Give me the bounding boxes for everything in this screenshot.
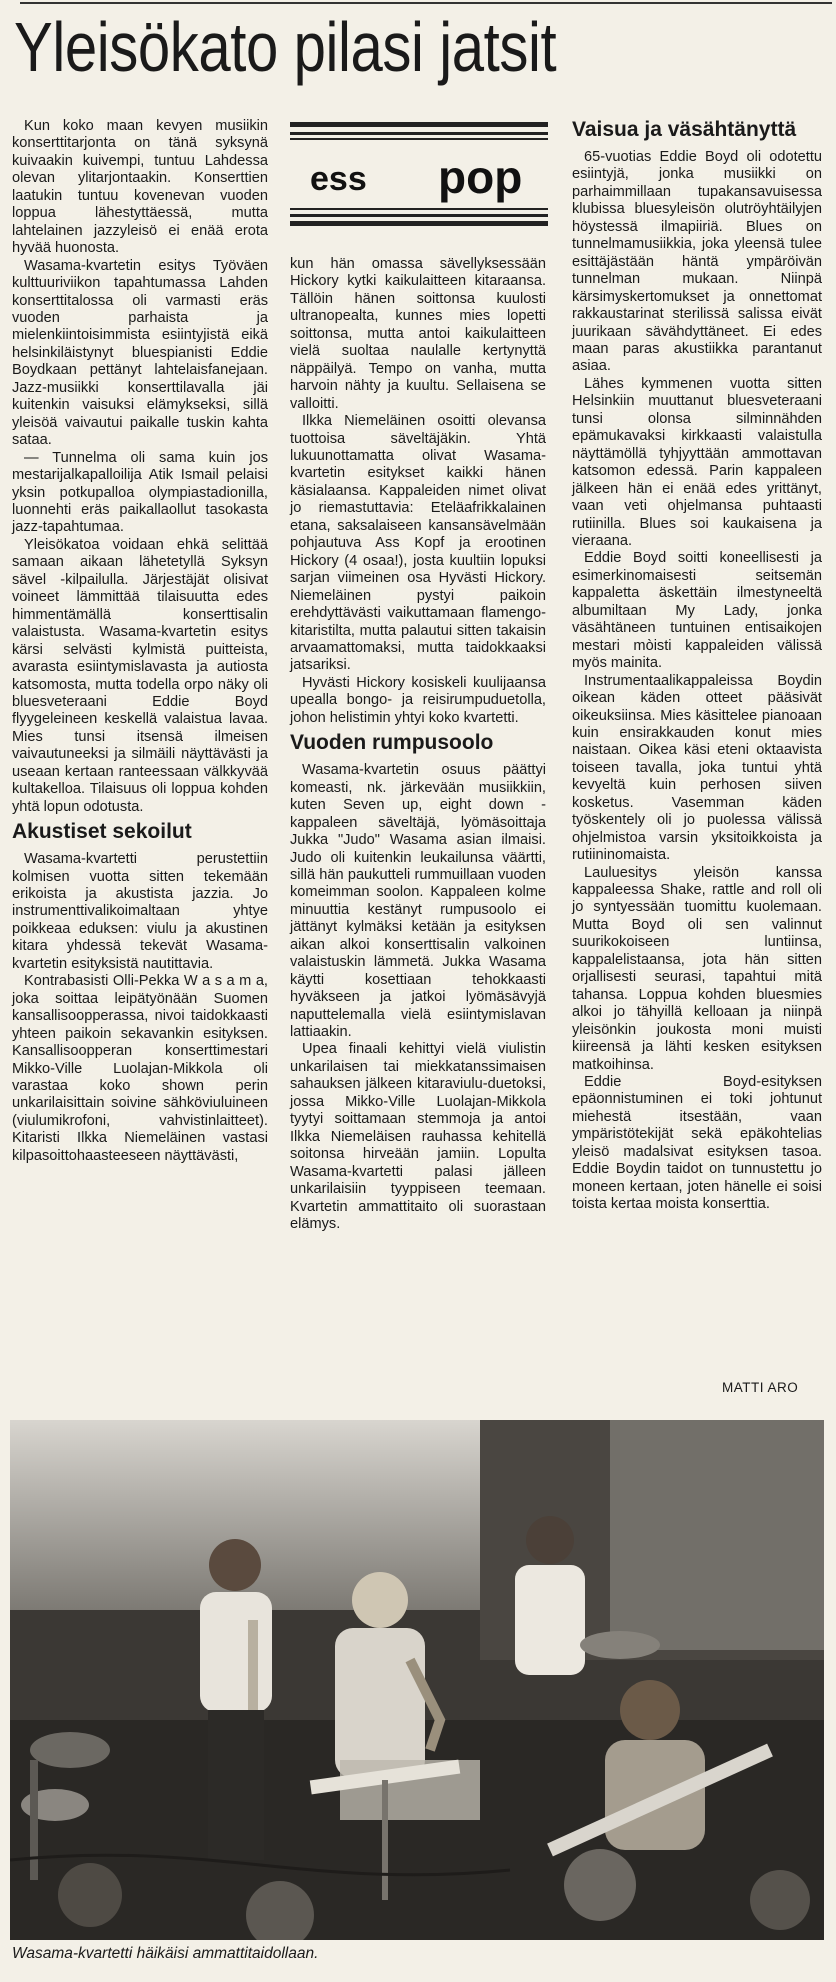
column-3: [572, 118, 822, 1214]
column-2: [290, 256, 546, 1233]
paragraph: kun hän omassa sävellyksessään Hickory kytki kaikulaitteen kitaraansa. Tällöin hänen soittonsa kuulosti ultranopealta, kunnes mies lopetti soittonsa, mutta antoi kaikulaitteen vielä suoltaa naulalle kertynyttä näppäilyä. Tempo on vanha, mutta harvoin nähty ja kuultu. Sellaisena se valloitti.: [290, 256, 546, 412]
subheading: Akustiset sekoilut: [12, 820, 192, 844]
paragraph: Lauluesitys yleisön kanssa kappaleessa Shake, rattle and roll oli jo syntyessään tuomittu kuolemaan. Mutta Boyd oli sen valinnut suurikokoiseen luntiinsa, kappalelistaansa, jota hän sitten orjallisesti seurasi, tapahtui mitä tahansa. Loppua kohden bluesmies alkoi jo tähyillä kelloaan ja niinpä yleisönkin joukosta moni muisti kiireensä ja lähti kesken esityksen matkoihinsa.: [572, 864, 822, 1073]
top-rule: [20, 2, 832, 4]
column-1: [12, 118, 268, 1165]
logo-left-word: ess: [310, 160, 367, 198]
logo-right-word: pop: [438, 151, 523, 203]
paragraph: Eddie Boyd-esityksen epäonnistuminen ei toki johtunut miehestä itsestään, vaan ympäristötekijät sekä epäkohtelias yleisö madalsivat esityksen tasoa. Eddie Boydin taidot on tunnustettu jo moneen kertaan, joten hänelle ei soisi toista kertaa moista konserttia.: [572, 1074, 822, 1213]
paragraph: 65-vuotias Eddie Boyd oli odotettu esiintyjä, jonka musiikki on parhaimmillaan tupakansavuisessa klubissa bluesyleisön olutröyhtäilyjen höystessä ilmapiiriä. Blues on tunnelmamusiikkia, joka yleensä tulee esittäjästään häntä ympäröivän tunnelman mukaan. Niinpä kärsimyskertomukset ja onnettomat rakkaustarinat sterilissä salissa eivät juurikaan sävähdyttäneet. Ei edes maan paras akustiikka parantanut asiaa.: [572, 149, 822, 375]
paragraph: Ilkka Niemeläinen osoitti olevansa tuottoisa säveltäjäkin. Yhtä lukuunottamatta olivat Wasama-kvartetin esitykset kaikki hänen käsialaansa. Kappaleiden nimet olivat jo riemastuttavia: Eteläafrikkalainen etana, saksalaiseen kansansävelmään pohjautuva Ass Kopf ja erootinen Hickory (4 osaa!), josta kuultiin lopuksi sarjan viimeinen osa Hyvästi Hickory. Niemeläinen pystyi paikoin erehdyttävästi vaikuttamaan flamengo-kitaristilta, mutta palautui sitten takaisin arvaamattomaksi, mutta taidokkaaksi jatsariksi.: [290, 413, 546, 674]
paragraph: Lähes kymmenen vuotta sitten Helsinkiin muuttanut bluesveteraani tunsi olonsa silminnähden epämukavaksi kirkkaasti valaistulla näyttämöllä tyhjyyttään ammottavan katsomon edessä. Parin kappaleen jälkeen hän ei enää edes yrittänyt, vaan veti ohjelmansa puhtaasti rutiinilla. Blues soi kaukaisena ja vieraana.: [572, 375, 822, 549]
jazz-pop-logo: [290, 122, 548, 228]
paragraph: Instrumentaalikappaleissa Boydin oikean käden otteet pääsivät oikeuksiinsa. Mies käsittelee pianoaan kuin ensirakkauden konut mies naistaan. Oikea käsi eteni oktaavista toiseen tavalla, joka tuntui yhtä kevyeltä kuin perhosen siiven kosketus. Vasemman käden työskentely oli jo puolessa välissä ohjelmistoa varsin yksitoikkoista ja rutiininomaista.: [572, 672, 822, 864]
photo-caption: Wasama-kvartetti häikäisi ammattitaidollaan.: [12, 1945, 319, 1962]
paragraph: Hyvästi Hickory kosiskeli kuulijaansa upealla bongo- ja reisirumpuduetolla, johon helistimin yhtyi koko kvartetti.: [290, 674, 546, 726]
paragraph: Yleisökatoa voidaan ehkä selittää samaan aikaan lähetetyllä Syksyn sävel -kilpailulla. Järjestäjät olisivat voineet lämmittää tilaisuutta edes himmentämällä konserttisalin valaistusta. Wasama-kvartetin esitys kärsi selvästi kylmistä puitteista, avarasta esiintymislavasta ja autiosta katsomosta, mutta todella orpo näky oli bluesveteraani Eddie Boyd flyygeleineen keskellä valaistua lavaa. Mies tunsi itsensä ilmeisen vaivautuneeksi ja silmäili näyttävästi ja useaan kertaan ranteessaan välkkyvää kultakelloa. Tilaisuus oli loppua kohden yhtä lopun odotusta.: [12, 536, 268, 815]
paragraph: Wasama-kvartetti perustettiin kolmisen vuotta sitten tekemään erikoista ja akustista jazzia. Jo instrumenttivalikoimaltaan yhtye poikkeaa eduksen: viulu ja akustinen kitara yhdessä tekevät Wasama-kvartetin esityksistä nautittavia.: [12, 851, 268, 972]
subheading: Vaisua ja väsähtänyttä: [572, 118, 797, 141]
paragraph: — Tunnelma oli sama kuin jos mestarijalkapalloilija Atik Ismail pelaisi yksin potkupalloa olympiastadionilla, luonnehti eräs paikallaollut tasokasta jazz-tapahtumaa.: [12, 449, 268, 536]
paragraph: Eddie Boyd soitti koneellisesti ja esimerkinomaisesti seitsemän kappaletta äskettäin ilmestyneeltä albumiltaan My Lady, jonka väsähtäneen tuntuinen entisaikojen mestari mòisti kappaleiden välissä myös mainita.: [572, 550, 822, 672]
paragraph: Upea finaali kehittyi vielä viulistin unkarilaisen tai miekkatanssimaisen sahauksen jälkeen kitaraviulu-duetoksi, jossa Mikko-Ville Luolajan-Mikkola tyytyi soittamaan stemmoja ja antoi Ilkka Niemeläisen rauhassa kehitellä soitonsa hirveään jamiin. Lopulta Wasama-kvartetti palasi jälleen unkarilaisiin tyyppiseen teemaan. Kvartetin ammattitaito oli suorastaan elämys.: [290, 1041, 546, 1233]
band-performance-photo-icon: [10, 1420, 824, 1940]
paragraph: Wasama-kvartetin esitys Työväen kulttuuriviikon tapahtumassa Lahden konserttitalossa oli varmasti eräs vuoden parhaista ja mielenkiintoisimmista esiintyjistä eikä helsinkiläistynyt bluespianisti Eddie Boydkaan pettänyt lahtelaisfanejaan. Jazz-musiikki konserttilavalla jäi kuitenkin vaisuksi elämykseksi, sillä yleisöä vaivautui paikalle tuskin kahta sataa.: [12, 257, 268, 449]
paragraph: Wasama-kvartetin osuus päättyi komeasti, nk. järkevään musiikkiin, kuten Seven up, eight down -kappaleen säveltäjä, lyömäsoittaja Jukka "Judo" Wasama asian ilmaisi. Judo oli kuitenkin leukailunsa väärtti, sillä hän paukutteli rummuillaan vuoden komeimman soolon. Kappaleen kolme minuuttia kestänyt rumpusoolo ei jättänyt kylmäksi ketään ja esityksen aikan alkoi konserttisalin valkoinen valaistuskin lämmetä. Jukka Wasama käytti kosettiaan tehokkaasti hyväkseen ja jatkoi lyömäsävyjä naputtelemalla vielä esiintymislavan lattiaakin.: [290, 762, 546, 1041]
byline: MATTI ARO: [722, 1380, 799, 1395]
headline: Yleisökato pilasi jatsit: [14, 8, 557, 86]
paragraph: Kun koko maan kevyen musiikin konserttitarjonta on tänä syksynä kuivaakin kuivempi, tuntuu Lahdessa olevan ylitarjontaakin. Konserttien laatukin tuntuu kovenevan vuoden loppua lähestyttäessä, mutta lahtelainen jazzyleisö ei enää erota hyvää huonosta.: [12, 118, 268, 257]
paragraph: Kontrabasisti Olli-Pekka W a s a m a, joka soittaa leipätyönään Suomen kansallisoopperassa, nivoi taidokkaasti yhteen paikoin sekavankin esityksen. Kansallisoopperan konserttimestari Mikko-Ville Luolajan-Mikkola oli varastaa koko shown perin unkarilaisittain soivine sähköviuluineen (viulumikrofoni, vahvistinlaitteet). Kitaristi Ilkka Niemeläinen vastasi kilpasoittohaasteeseen näyttävästi,: [12, 973, 268, 1164]
subheading: Vuoden rumpusoolo: [290, 731, 494, 755]
